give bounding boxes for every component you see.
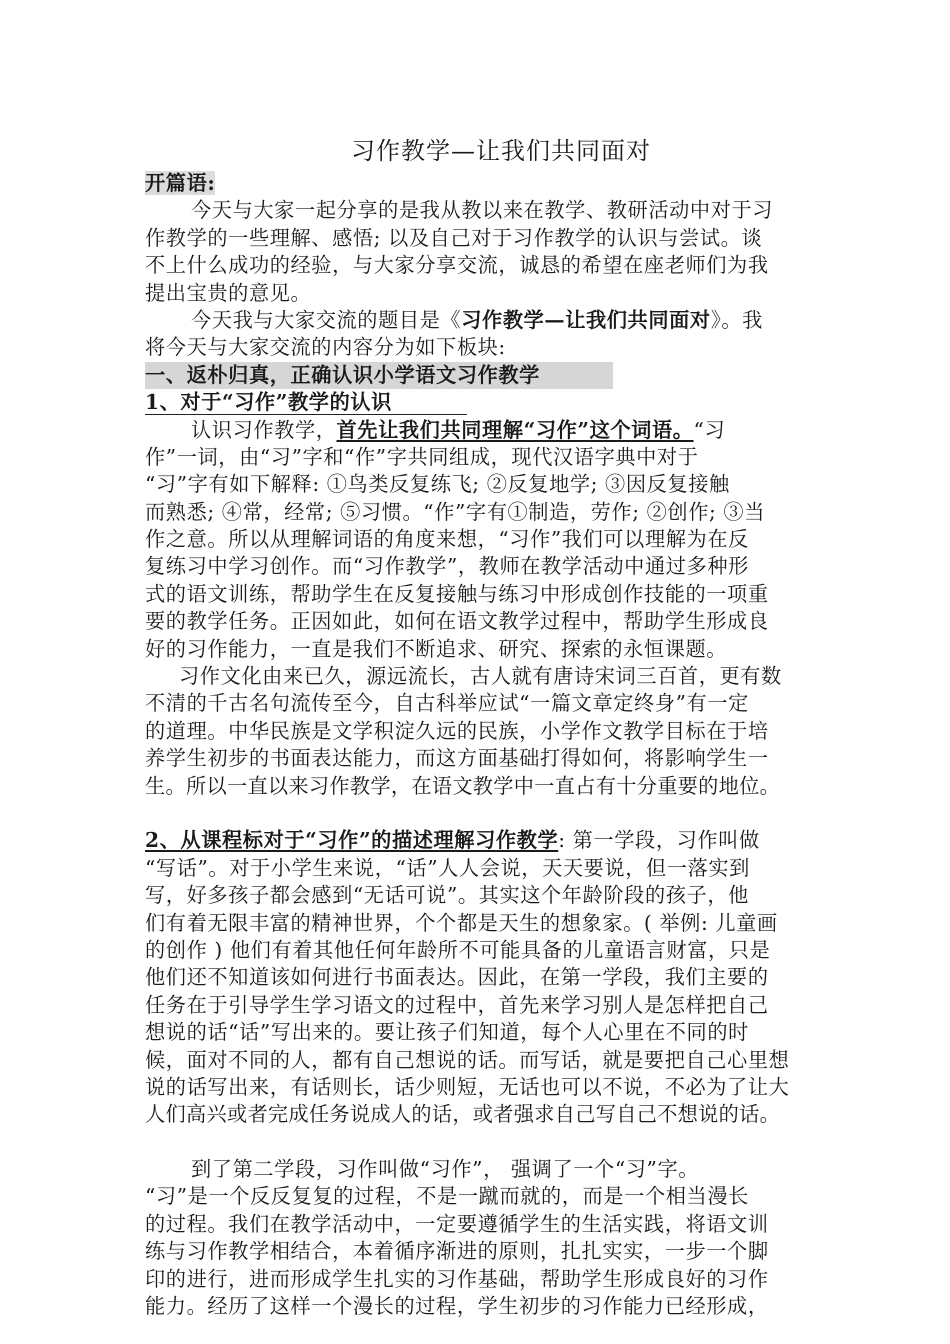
section1-p1-line: 好的习作能力，一直是我们不断追求、研究、探索的永恒课题。: [145, 636, 728, 661]
section1-p1-line: “习”字有如下解释: ①鸟类反复练飞; ②反复地学; ③因反复接触: [145, 472, 730, 497]
section3-line: 印的进行，进而形成学生扎实的习作基础，帮助学生形成良好的习作: [145, 1266, 769, 1291]
section1-p1-emphasis: 首先让我们共同理解“习作”这个词语。: [336, 417, 694, 442]
section2-line: 他们还不知道该如何进行书面表达。因此，在第一学段，我们主要的: [145, 965, 769, 990]
section3-line: “习”是一个反反复复的过程，不是一蹴而就的，而是一个相当漫长: [145, 1184, 749, 1209]
section1-p1-end: “习: [693, 417, 726, 442]
section1-heading-line: [145, 362, 817, 389]
section1-p1-line: 式的语文训练，帮助学生在反复接触与练习中形成创作技能的一项重: [145, 581, 769, 606]
section1-p2-line: 养学生初步的书面表达能力，而这方面基础打得如何，将影响学生一: [145, 746, 769, 771]
section2-line: 的创作 ) 他们有着其他任何年龄所不可能具备的儿童语言财富，只是: [145, 937, 771, 962]
section2-line: 人们高兴或者完成任务说成人的话，或者强求自己写自己不想说的话。: [145, 1102, 781, 1127]
opening-p2-topic: 习作教学—让我们共同面对: [461, 307, 711, 332]
section2-heading-tail: : 第一学段，习作叫做: [558, 828, 760, 853]
opening-p1-line: 不上什么成功的经验，与大家分享交流，诚恳的希望在座老师们为我: [145, 253, 769, 278]
section1-p2-line: 不清的千古名句流传至今，自古科举应试“一篇文章定终身”有一定: [145, 691, 749, 716]
opening-p2-line: 将今天与大家交流的内容分为如下板块:: [145, 335, 506, 360]
section1-p1-line: [145, 417, 817, 444]
opening-p1-line: 提出宝贵的意见。: [145, 280, 312, 305]
opening-p2-after: 》。我: [710, 307, 763, 332]
section2-heading-line: [145, 827, 817, 854]
opening-p2-line: [145, 307, 817, 334]
section2-heading: 2、从课程标对于“习作”的描述理解习作教学: [145, 828, 559, 853]
section3-line: 的过程。我们在教学活动中，一定要遵循学生的生活实践，将语文训: [145, 1211, 769, 1236]
opening-p2-before: 今天我与大家交流的题目是《: [191, 307, 462, 332]
section1-p1-line: 作”一词，由“习”字和“作”字共同组成，现代汉语字典中对于: [145, 444, 699, 469]
section3-line: 能力。经历了这样一个漫长的过程，学生初步的习作能力已经形成，: [145, 1294, 769, 1319]
section1-p2-line: 的道理。中华民族是文学积淀久远的民族，小学作文教学目标在于培: [145, 718, 769, 743]
opening-p1-line: 今天与大家一起分享的是我从教以来在教学、教研活动中对于习: [191, 198, 774, 223]
section2-line: 想说的话“话”写出来的。要让孩子们知道，每个人心里在不同的时: [145, 1020, 749, 1045]
section3-first-line: 到了第二学段，习作叫做“习作”， 强调了一个“习”字。: [191, 1157, 700, 1182]
document-body: [145, 170, 817, 1320]
section1-p2-line: 生。所以一直以来习作教学，在语文教学中一直占有十分重要的地位。: [145, 773, 781, 798]
section2-line: 写，好多孩子都会感到“无话可说”。其实这个年龄阶段的孩子，他: [145, 883, 749, 908]
section2-line: 说的话写出来，有话则长，话少则短，无话也可以不说，不必为了让大: [145, 1074, 790, 1099]
section1-p2-line: 习作文化由来已久，源远流长，古人就有唐诗宋词三百首，更有数: [179, 664, 782, 689]
section2-line: “写话”。对于小学生来说，“话”人人会说，天天要说，但一落实到: [145, 855, 750, 880]
blank-line: [145, 1129, 817, 1156]
opening-label: 开篇语:: [145, 171, 216, 195]
section1-p1-start: 认识习作教学，: [191, 417, 337, 442]
section2-line: 任务在于引导学生学习语文的过程中，首先来学习别人是怎样把自己: [145, 992, 769, 1017]
section1-p1-line: 作之意。所以从理解词语的角度来想，“习作”我们可以理解为在反: [145, 527, 749, 552]
opening-label-line: [145, 170, 817, 197]
section2-line: 候，面对不同的人，都有自己想说的话。而写话，就是要把自己心里想: [145, 1047, 790, 1072]
opening-p1-line: 作教学的一些理解、感悟; 以及自己对于习作教学的认识与尝试。谈: [145, 225, 763, 250]
blank-line: [145, 800, 817, 827]
section1-p1-line: 要的教学任务。正因如此，如何在语文教学过程中，帮助学生形成良: [145, 609, 769, 634]
section1-p1-line: 复练习中学习创作。而“习作教学”，教师在教学活动中通过多种形: [145, 554, 749, 579]
section3-line: 练与习作教学相结合，本着循序渐进的原则，扎扎实实，一步一个脚: [145, 1239, 769, 1264]
section1-p1-line: 而熟悉; ④常，经常; ⑤习惯。“作”字有①制造，劳作; ②创作; ③当: [145, 499, 765, 524]
section2-line: 们有着无限丰富的精神世界，个个都是天生的想象家。( 举例: 儿童画: [145, 910, 778, 935]
section1-sub-line: [145, 389, 817, 416]
section1-heading: 一、返朴归真，正确认识小学语文习作教学: [145, 362, 613, 389]
section1-subheading: 1、对于“习作”教学的认识: [145, 390, 467, 415]
document-title: 习作教学—让我们共同面对: [351, 137, 651, 165]
